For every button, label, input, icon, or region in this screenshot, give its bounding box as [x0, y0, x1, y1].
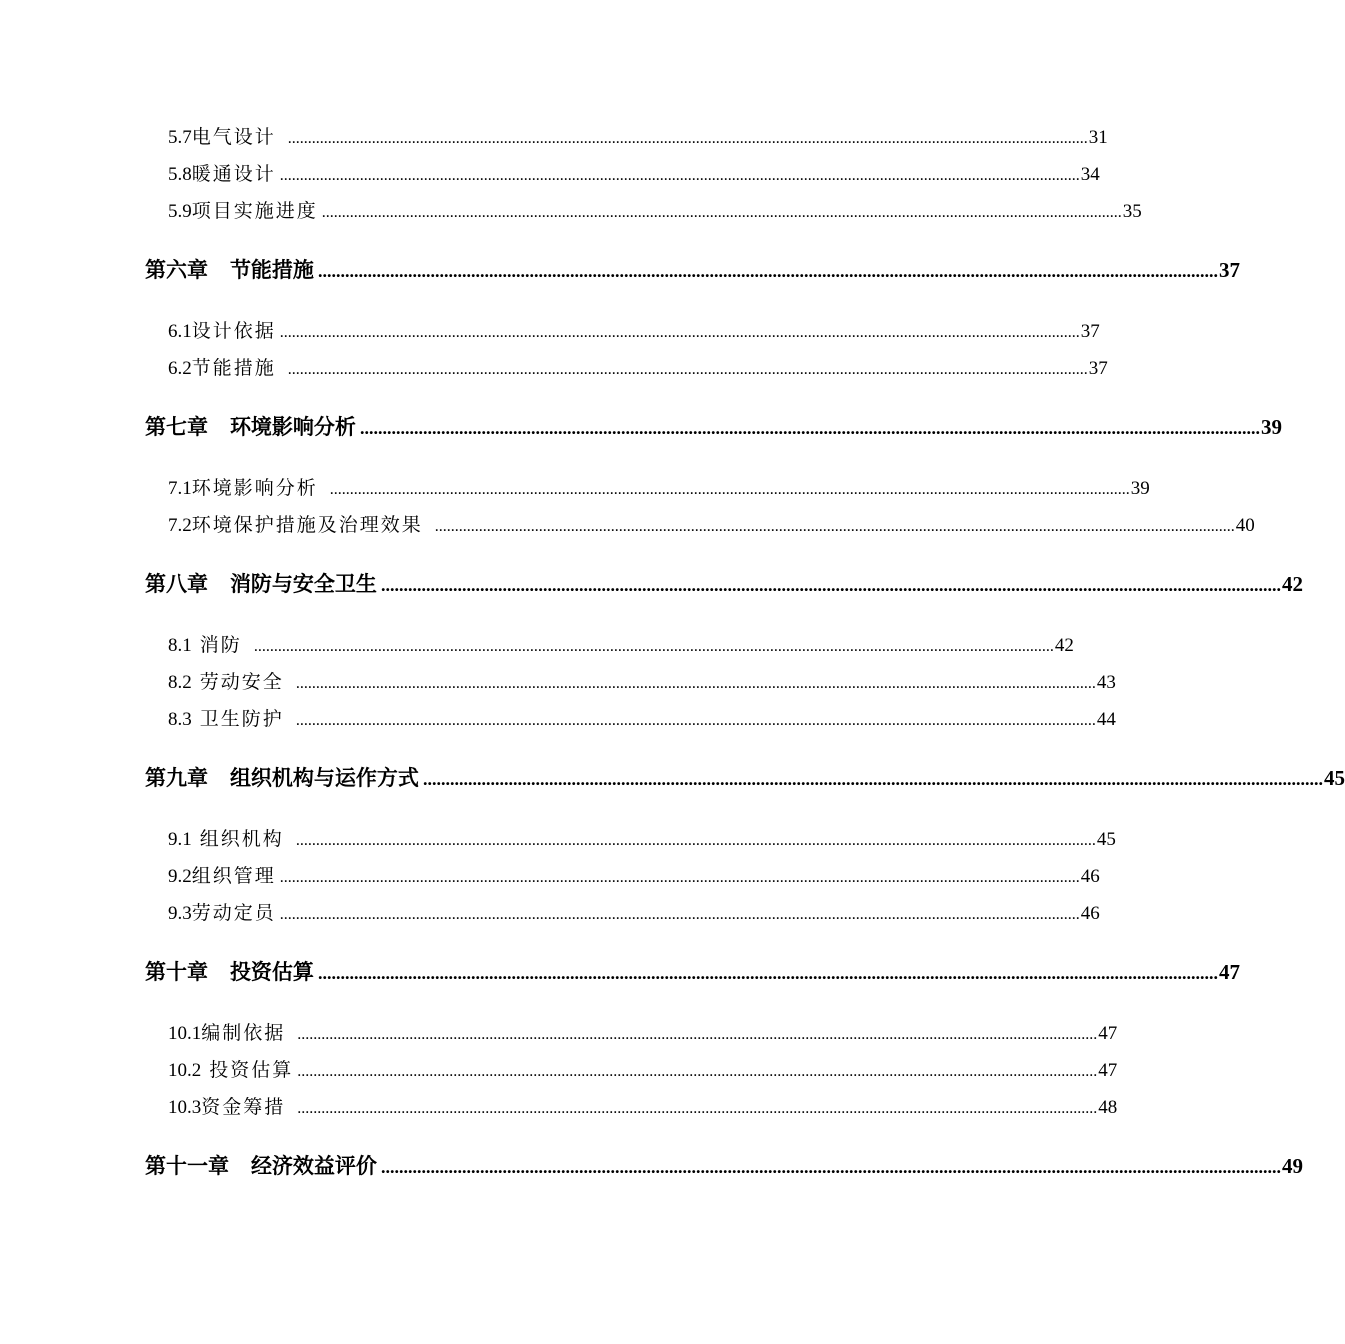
chapter-title: 节能措施 [229, 258, 314, 282]
toc-entry-8-1[interactable] [168, 630, 1074, 660]
toc-title: 组织管理 [191, 865, 276, 887]
toc-entry-6-2[interactable] [168, 353, 1108, 383]
toc-page-number: 40 [1235, 515, 1255, 536]
toc-entry-6-1[interactable] [168, 316, 1100, 346]
toc-number: 7.1 [168, 478, 192, 499]
toc-number: 8.2 [168, 672, 192, 693]
toc-title: 环境影响分析 [191, 477, 326, 499]
toc-page-number: 47 [1218, 960, 1240, 984]
dot-leader: ........................................................................................................................................................................................................ [297, 1063, 1098, 1080]
dot-leader: ........................................................................................................................................................................................................ [329, 481, 1130, 498]
toc-number: 8.3 [168, 709, 192, 730]
toc-number: 5.9 [168, 201, 192, 222]
toc-entry-9-3[interactable] [168, 898, 1100, 928]
toc-title: 节能措施 [191, 357, 284, 379]
toc-title: 组织机构 [191, 828, 292, 850]
toc-chapter-10[interactable] [145, 956, 1240, 988]
toc-title: 消防 [191, 634, 250, 656]
toc-title: 项目实施进度 [191, 200, 318, 222]
toc-number: 10.3 [168, 1097, 202, 1118]
toc-entry-10-3[interactable] [168, 1092, 1118, 1122]
toc-title: 设计依据 [191, 320, 276, 342]
toc-title: 卫生防护 [191, 708, 292, 730]
toc-chapter-9[interactable] [145, 762, 1345, 794]
chapter-number: 第七章 [145, 415, 208, 439]
toc-page-number: 46 [1080, 903, 1100, 924]
toc-page-number: 42 [1054, 635, 1074, 656]
chapter-title: 投资估算 [229, 960, 314, 984]
toc-page-number: 49 [1281, 1154, 1303, 1178]
chapter-number: 第九章 [145, 766, 208, 790]
toc-title: 资金筹措 [201, 1096, 294, 1118]
toc-number: 9.1 [168, 829, 192, 850]
chapter-number: 第六章 [145, 258, 208, 282]
dot-leader: ........................................................................................................................................................................................................ [297, 1026, 1098, 1043]
chapter-title: 组织机构与运作方式 [229, 766, 419, 790]
toc-entry-9-1[interactable] [168, 824, 1116, 854]
toc-page-number: 43 [1096, 672, 1116, 693]
toc-entry-5-9[interactable] [168, 196, 1142, 226]
toc-entry-7-1[interactable] [168, 473, 1150, 503]
dot-leader: ........................................................................................................................................................................................................ [295, 712, 1096, 729]
toc-title: 劳动定员 [191, 902, 276, 924]
toc-title: 电气设计 [191, 126, 284, 148]
toc-number: 6.2 [168, 358, 192, 379]
toc-entry-5-8[interactable] [168, 159, 1100, 189]
toc-entry-10-2[interactable] [168, 1055, 1118, 1085]
toc-title: 投资估算 [201, 1059, 294, 1081]
toc-entry-8-3[interactable] [168, 704, 1116, 734]
dot-leader: ........................................................................................................................................................................................................ [279, 906, 1080, 923]
dot-leader: ........................................................................................................................................................................................................ [287, 130, 1088, 147]
dot-leader: ........................................................................................................................................................................................................ [279, 869, 1080, 886]
toc-entry-10-1[interactable] [168, 1018, 1118, 1048]
toc-page-number: 46 [1080, 866, 1100, 887]
toc-page-number: 45 [1323, 766, 1345, 790]
toc-number: 8.1 [168, 635, 192, 656]
toc-number: 5.8 [168, 164, 192, 185]
dot-leader: ........................................................................................................................................................................................................ [359, 418, 1260, 438]
dot-leader: ........................................................................................................................................................................................................ [297, 1100, 1098, 1117]
toc-chapter-6[interactable] [145, 254, 1240, 286]
toc-entry-9-2[interactable] [168, 861, 1100, 891]
toc-page-number: 42 [1281, 572, 1303, 596]
toc-number: 9.2 [168, 866, 192, 887]
toc-page-number: 37 [1080, 321, 1100, 342]
dot-leader: ........................................................................................................................................................................................................ [317, 963, 1218, 983]
dot-leader: ........................................................................................................................................................................................................ [434, 518, 1235, 535]
dot-leader: ........................................................................................................................................................................................................ [317, 261, 1218, 281]
dot-leader: ........................................................................................................................................................................................................ [279, 167, 1080, 184]
toc-title: 暖通设计 [191, 163, 276, 185]
toc-title: 环境保护措施及治理效果 [191, 514, 431, 536]
toc-entry-5-7[interactable] [168, 122, 1108, 152]
chapter-number: 第十一章 [145, 1154, 229, 1178]
toc-title: 编制依据 [201, 1022, 294, 1044]
chapter-number: 第八章 [145, 572, 208, 596]
toc-number: 9.3 [168, 903, 192, 924]
toc-page-number: 47 [1098, 1060, 1118, 1081]
chapter-number: 第十章 [145, 960, 208, 984]
toc-entry-7-2[interactable] [168, 510, 1255, 540]
toc-number: 10.1 [168, 1023, 202, 1044]
toc-entry-8-2[interactable] [168, 667, 1116, 697]
toc-chapter-8[interactable] [145, 568, 1303, 600]
toc-number: 10.2 [168, 1060, 202, 1081]
dot-leader: ........................................................................................................................................................................................................ [279, 324, 1080, 341]
toc-title: 劳动安全 [191, 671, 292, 693]
toc-page-number: 44 [1096, 709, 1116, 730]
toc-page-number: 37 [1218, 258, 1240, 282]
toc-page-number: 35 [1122, 201, 1142, 222]
toc-page-number: 39 [1260, 415, 1282, 439]
toc-page-number: 39 [1130, 478, 1150, 499]
chapter-title: 经济效益评价 [250, 1154, 377, 1178]
toc-chapter-7[interactable] [145, 411, 1282, 443]
toc-page-number: 31 [1088, 127, 1108, 148]
dot-leader: ........................................................................................................................................................................................................ [295, 675, 1096, 692]
dot-leader: ........................................................................................................................................................................................................ [295, 832, 1096, 849]
toc-number: 6.1 [168, 321, 192, 342]
toc-chapter-11[interactable] [145, 1150, 1303, 1182]
chapter-title: 消防与安全卫生 [229, 572, 377, 596]
toc-page-number: 45 [1096, 829, 1116, 850]
toc-number: 7.2 [168, 515, 192, 536]
toc-page-number: 48 [1098, 1097, 1118, 1118]
dot-leader: ........................................................................................................................................................................................................ [253, 638, 1054, 655]
dot-leader: ........................................................................................................................................................................................................ [380, 575, 1281, 595]
toc-page-number: 47 [1098, 1023, 1118, 1044]
toc-page-number: 37 [1088, 358, 1108, 379]
dot-leader: ........................................................................................................................................................................................................ [287, 361, 1088, 378]
toc-page-number: 34 [1080, 164, 1100, 185]
toc-number: 5.7 [168, 127, 192, 148]
dot-leader: ........................................................................................................................................................................................................ [422, 769, 1323, 789]
dot-leader: ........................................................................................................................................................................................................ [380, 1157, 1281, 1177]
chapter-title: 环境影响分析 [229, 415, 356, 439]
dot-leader: ........................................................................................................................................................................................................ [321, 204, 1122, 221]
